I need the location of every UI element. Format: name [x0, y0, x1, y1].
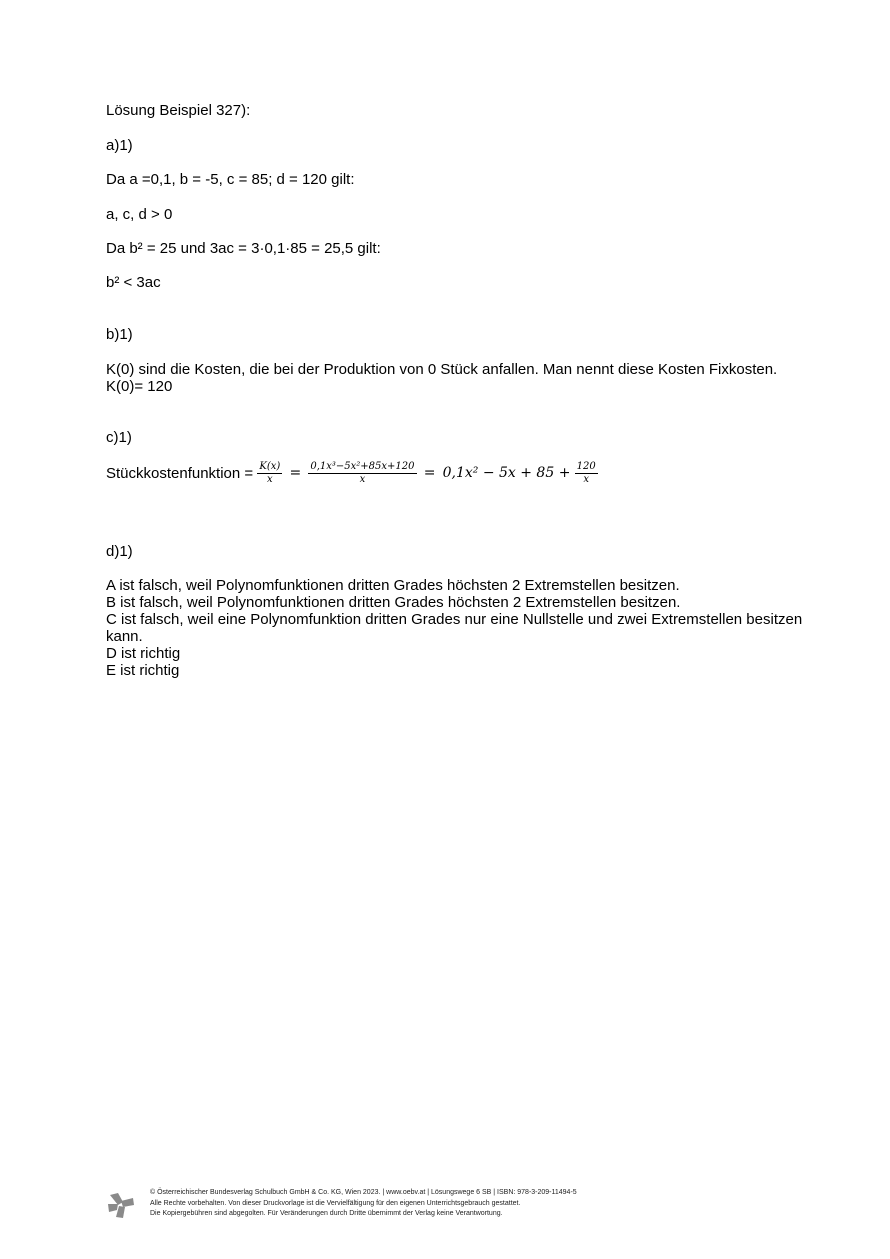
equals-sign: =	[289, 465, 302, 481]
section-d-line-a: A ist falsch, weil Polynomfunktionen dritten Grades höchsten 2 Extremstellen besitzen.	[106, 577, 680, 594]
section-d-line-b: B ist falsch, weil Polynomfunktionen dritten Grades höchsten 2 Extremstellen besitzen.	[106, 594, 681, 611]
section-d-line-e: E ist richtig	[106, 662, 180, 679]
fraction-120-over-x	[575, 461, 598, 486]
section-d-line-d: D ist richtig	[106, 645, 181, 662]
section-b-line2: K(0)= 120	[106, 378, 173, 395]
fraction-denominator: x	[359, 474, 366, 485]
footer-line1: © Österreichischer Bundesverlag Schulbuch GmbH & Co. KG, Wien 2023. | www.oebv.at | Lösungswege 6 SB | ISBN: 978-3-209-11494-5	[150, 1189, 577, 1196]
fraction-polynomial-over-x	[308, 461, 416, 486]
section-c-heading: c)1)	[106, 429, 132, 446]
fraction-denominator: x	[267, 474, 273, 485]
fraction-numerator: 120	[576, 461, 596, 472]
section-a-line2: a, c, d > 0	[106, 206, 173, 223]
section-a-line1: Da a =0,1, b = -5, c = 85; d = 120 gilt:	[106, 171, 355, 188]
unit-cost-formula	[106, 461, 598, 486]
section-a-line4: b² < 3ac	[106, 274, 161, 291]
fraction-kx-over-x	[257, 461, 282, 486]
footer-line2: Alle Rechte vorbehalten. Von dieser Druckvorlage ist die Vervielfältigung für den eigenen Unterrichtsgebrauch gestattet.	[150, 1199, 521, 1207]
section-b-heading: b)1)	[106, 326, 133, 343]
section-b-line1: K(0) sind die Kosten, die bei der Produktion von 0 Stück anfallen. Man nennt diese Kosten Fixkosten.	[106, 361, 778, 378]
equals-sign: =	[423, 465, 436, 481]
page-title: Lösung Beispiel 327):	[106, 102, 251, 119]
section-a-heading: a)1)	[106, 137, 133, 154]
formula-label: Stückkostenfunktion =	[106, 465, 254, 482]
page-footer	[106, 1188, 806, 1228]
section-d-heading: d)1)	[106, 543, 133, 560]
section-a-line3: Da b² = 25 und 3ac = 3·0,1·85 = 25,5 gilt:	[106, 240, 381, 257]
fraction-numerator: K(x)	[259, 461, 281, 472]
fraction-denominator: x	[583, 474, 589, 485]
copyright-notice	[150, 1188, 577, 1220]
fraction-numerator: 0,1x³−5x²+85x+120	[310, 461, 415, 472]
simplified-expression: 0,1x² − 5x + 85 +	[442, 465, 571, 481]
footer-line3: Die Kopiergebühren sind abgegolten. Für Veränderungen durch Dritte übernimmt der Verlag keine Verantwortung.	[150, 1210, 503, 1217]
oebv-logo-icon	[106, 1190, 136, 1220]
section-d-line-c: C ist falsch, weil eine Polynomfunktion dritten Grades nur eine Nullstelle und zwei Extremstellen besitzen kann.	[106, 611, 803, 645]
